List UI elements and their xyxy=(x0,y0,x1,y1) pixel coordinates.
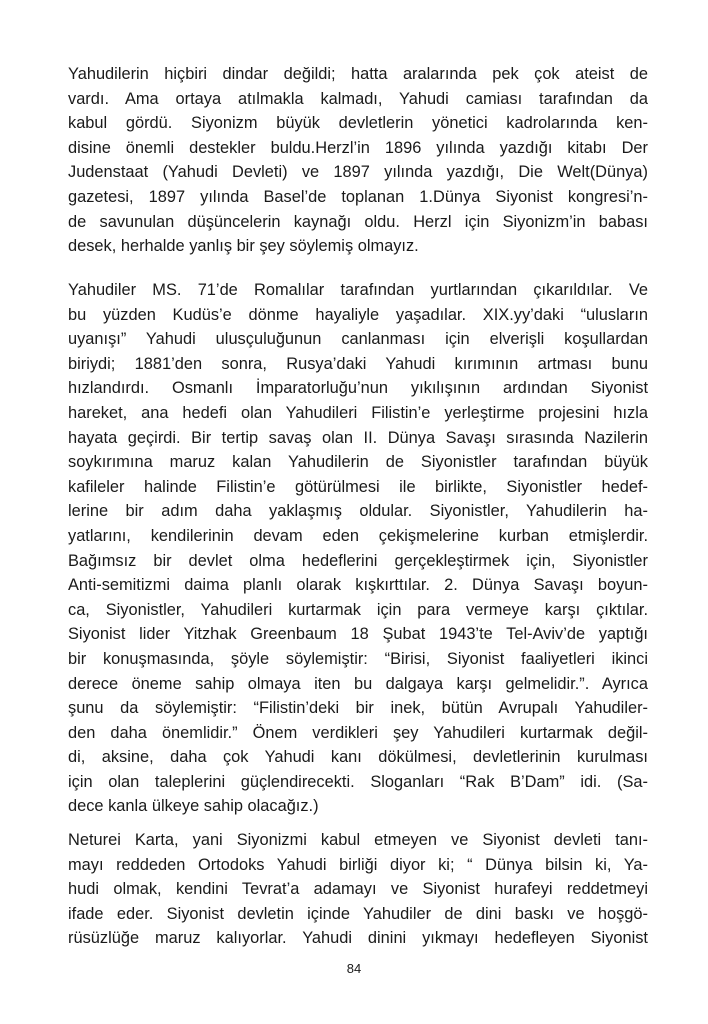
text-line: için olan taleplerini güçlendirecekti. Sloganları “Rak B’Dam” idi. (Sa- xyxy=(68,772,648,791)
text-line: den daha önemlidir.” Önem verdikleri şey Yahudileri kurtarmak değil- xyxy=(68,723,648,742)
text-line: ca, Siyonistler, Yahudileri kurtarmak için para vermeye karşı çıktılar. xyxy=(68,600,648,619)
paragraph-neturei-karta xyxy=(68,828,648,951)
text-line: de savunulan düşüncelerin kaynağı oldu. Herzl için Siyonizm’in babası xyxy=(68,212,648,231)
text-line: bir konuşmasında, şöyle söylemiştir: “Birisi, Siyonist faaliyetleri ikinci xyxy=(68,649,648,668)
text-line: bu yüzden Kudüs’e dönme hayaliyle yaşadılar. XIX.yy’daki “ulusların xyxy=(68,305,648,324)
text-line: yatlarını, kendilerinin devam eden çekişmelerine kurban etmişlerdir. xyxy=(68,526,648,545)
text-line: lerine bir adım daha yaklaşmış oldular. Siyonistler, Yahudilerin ha- xyxy=(68,502,648,521)
text-line: hızlandırdı. Osmanlı İmparatorluğu’nun yıkılışının ardından Siyonist xyxy=(68,379,648,398)
text-line: ifade eder. Siyonist devletin içinde Yahudiler de dini baskı ve hoşgö- xyxy=(68,904,648,923)
text-line: hareket, ana hedefi olan Yahudileri Filistin’e yerleştirme projesini hızla xyxy=(68,403,648,422)
text-line: derece öneme sahip olmaya iten bu dalgaya karşı gelmelidir.”. Ayrıca xyxy=(68,674,648,693)
text-line: Yahudilerin hiçbiri dindar değildi; hatta aralarında pek çok ateist de xyxy=(68,65,648,83)
text-line: Bağımsız bir devlet olma hedeflerini gerçekleştirmek için, Siyonistler xyxy=(68,551,648,570)
text-line: Judenstaat (Yahudi Devleti) ve 1897 yılında yazdığı, Die Welt(Dünya) xyxy=(68,163,648,182)
text-line: dece kanla ülkeye sahip olacağız.) xyxy=(68,797,319,816)
paragraph-herzl-zionism xyxy=(68,62,648,259)
text-line: biriydi; 1881’den sonra, Rusya’daki Yahudi kırımının artması bunu xyxy=(68,354,648,373)
text-line: şunu da söylemiştir: “Filistin’deki bir inek, bütün Avrupalı Yahudiler- xyxy=(68,699,648,718)
text-line: Yahudiler MS. 71’de Romalılar tarafından yurtlarından çıkarıldılar. Ve xyxy=(68,281,648,299)
text-line: rüsüzlüğe maruz kalıyorlar. Yahudi dinini yıkmayı hedefleyen Siyonist xyxy=(68,929,648,948)
text-line: disine önemli destekler buldu.Herzl’in 1896 yılında yazdığı kitabı Der xyxy=(68,138,648,157)
paragraph-jewish-history xyxy=(68,278,648,819)
text-line: uyanışı” Yahudi ulusçuluğunun canlanması için elverişli koşullardan xyxy=(68,330,648,349)
text-line: Neturei Karta, yani Siyonizmi kabul etmeyen ve Siyonist devleti tanı- xyxy=(68,831,648,849)
text-line: kabul gördü. Siyonizm büyük devletlerin yönetici kadrolarında ken- xyxy=(68,114,648,133)
text-line: Anti-semitizmi daima planlı olarak kışkırttılar. 2. Dünya Savaşı boyun- xyxy=(68,576,648,595)
text-line: vardı. Ama ortaya atılmakla kalmadı, Yahudi camiası tarafından da xyxy=(68,89,648,108)
text-line: kafileler halinde Filistin’e götürülmesi ile birlikte, Siyonistler hedef- xyxy=(68,477,648,496)
text-line: gazetesi, 1897 yılında Basel’de toplanan 1.Dünya Siyonist kongresi’n- xyxy=(68,187,648,206)
text-line: di, aksine, daha çok Yahudi kanı dökülmesi, devletlerinin kurulması xyxy=(68,748,648,767)
text-line: soykırımına maruz kalan Yahudilerin de Siyonistler tarafından büyük xyxy=(68,453,648,472)
text-line: Siyonist lider Yitzhak Greenbaum 18 Şubat 1943’te Tel-Aviv’de yaptığı xyxy=(68,625,648,644)
text-line: mayı reddeden Ortodoks Yahudi birliği diyor ki; “ Dünya bilsin ki, Ya- xyxy=(68,855,648,874)
page-number: 84 xyxy=(346,961,362,976)
text-line: hayata geçirdi. Bir tertip savaş olan II. Dünya Savaşı sırasında Nazilerin xyxy=(68,428,648,447)
text-line: desek, herhalde yanlış bir şey söylemiş olmayız. xyxy=(68,237,419,256)
text-line: hudi olmak, kendini Tevrat’a adamayı ve Siyonist hurafeyi reddetmeyi xyxy=(68,880,648,899)
